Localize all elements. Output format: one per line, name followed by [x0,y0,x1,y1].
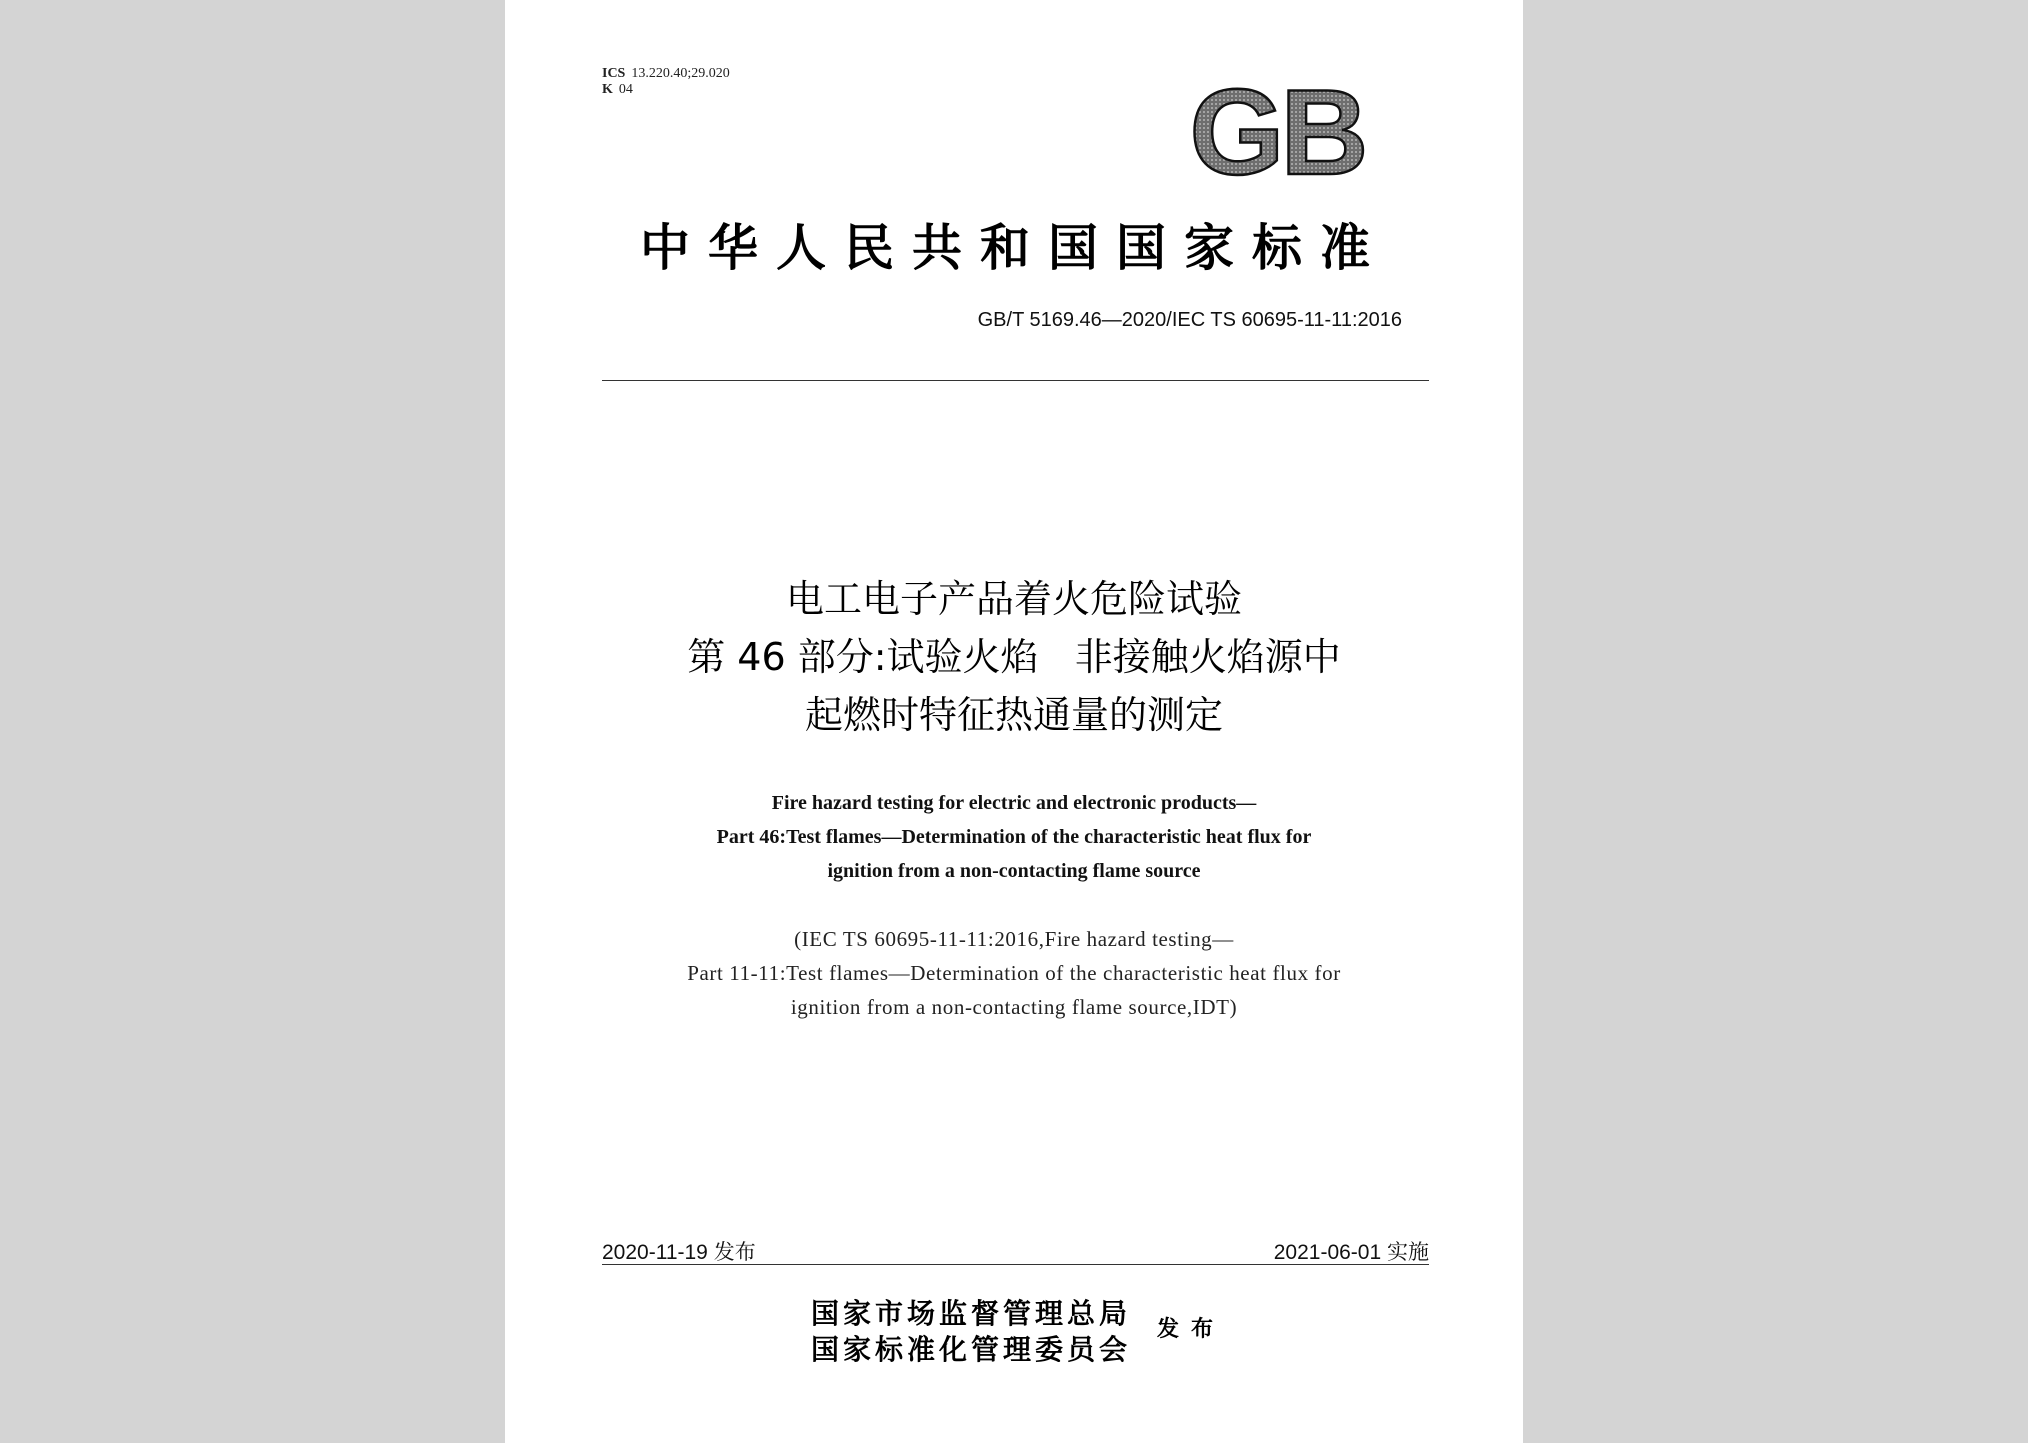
classification-codes [602,66,730,98]
ics-label: ICS [602,66,626,81]
publish-label: 发布 [1157,1317,1226,1342]
implementation-date: 2021-06-01 实施 [1273,1241,1429,1264]
chinese-title-line-2: 第 46 部分:试验火焰 非接触火焰源中 [687,635,1341,679]
english-title-line-2: Part 46:Test flames—Determination of the characteristic heat flux for [716,826,1312,848]
ccs-line [602,82,730,98]
english-title [505,786,1523,888]
gb-logo-icon [1174,78,1381,186]
chinese-title-line-3: 起燃时特征热通量的测定 [804,693,1223,737]
iec-reference-line-3: ignition from a non-contacting flame source,IDT) [790,995,1238,1019]
document-page [505,0,1523,1443]
issuing-authorities [811,1296,1131,1368]
english-title-line-3: ignition from a non-contacting flame source [827,860,1201,882]
top-divider [602,380,1429,381]
chinese-title [505,570,1523,744]
ics-line [602,66,730,82]
issuer-2: 国家标准化管理委员会 [811,1333,1132,1366]
national-standard-heading: 中华人民共和国国家标准 [640,219,1388,277]
gb-logo-text: GB [1189,78,1365,186]
ics-codes: 13.220.40;29.020 [631,66,730,81]
english-title-line-1: Fire hazard testing for electric and electronic products— [771,792,1257,814]
issue-date: 2020-11-19 发布 [602,1241,756,1264]
ccs-label: K [602,82,613,97]
chinese-title-line-1: 电工电子产品着火危险试验 [785,577,1242,621]
ccs-code: 04 [618,82,633,97]
bottom-divider [602,1264,1429,1265]
iec-reference-line-1: (IEC TS 60695-11-11:2016,Fire hazard testing— [794,927,1234,951]
iec-reference [505,922,1523,1024]
standard-number: GB/T 5169.46—2020/IEC TS 60695-11-11:2016 [977,309,1402,331]
issuer-1: 国家市场监督管理总局 [811,1297,1132,1330]
iec-reference-line-2: Part 11-11:Test flames—Determination of the characteristic heat flux for [687,961,1341,985]
